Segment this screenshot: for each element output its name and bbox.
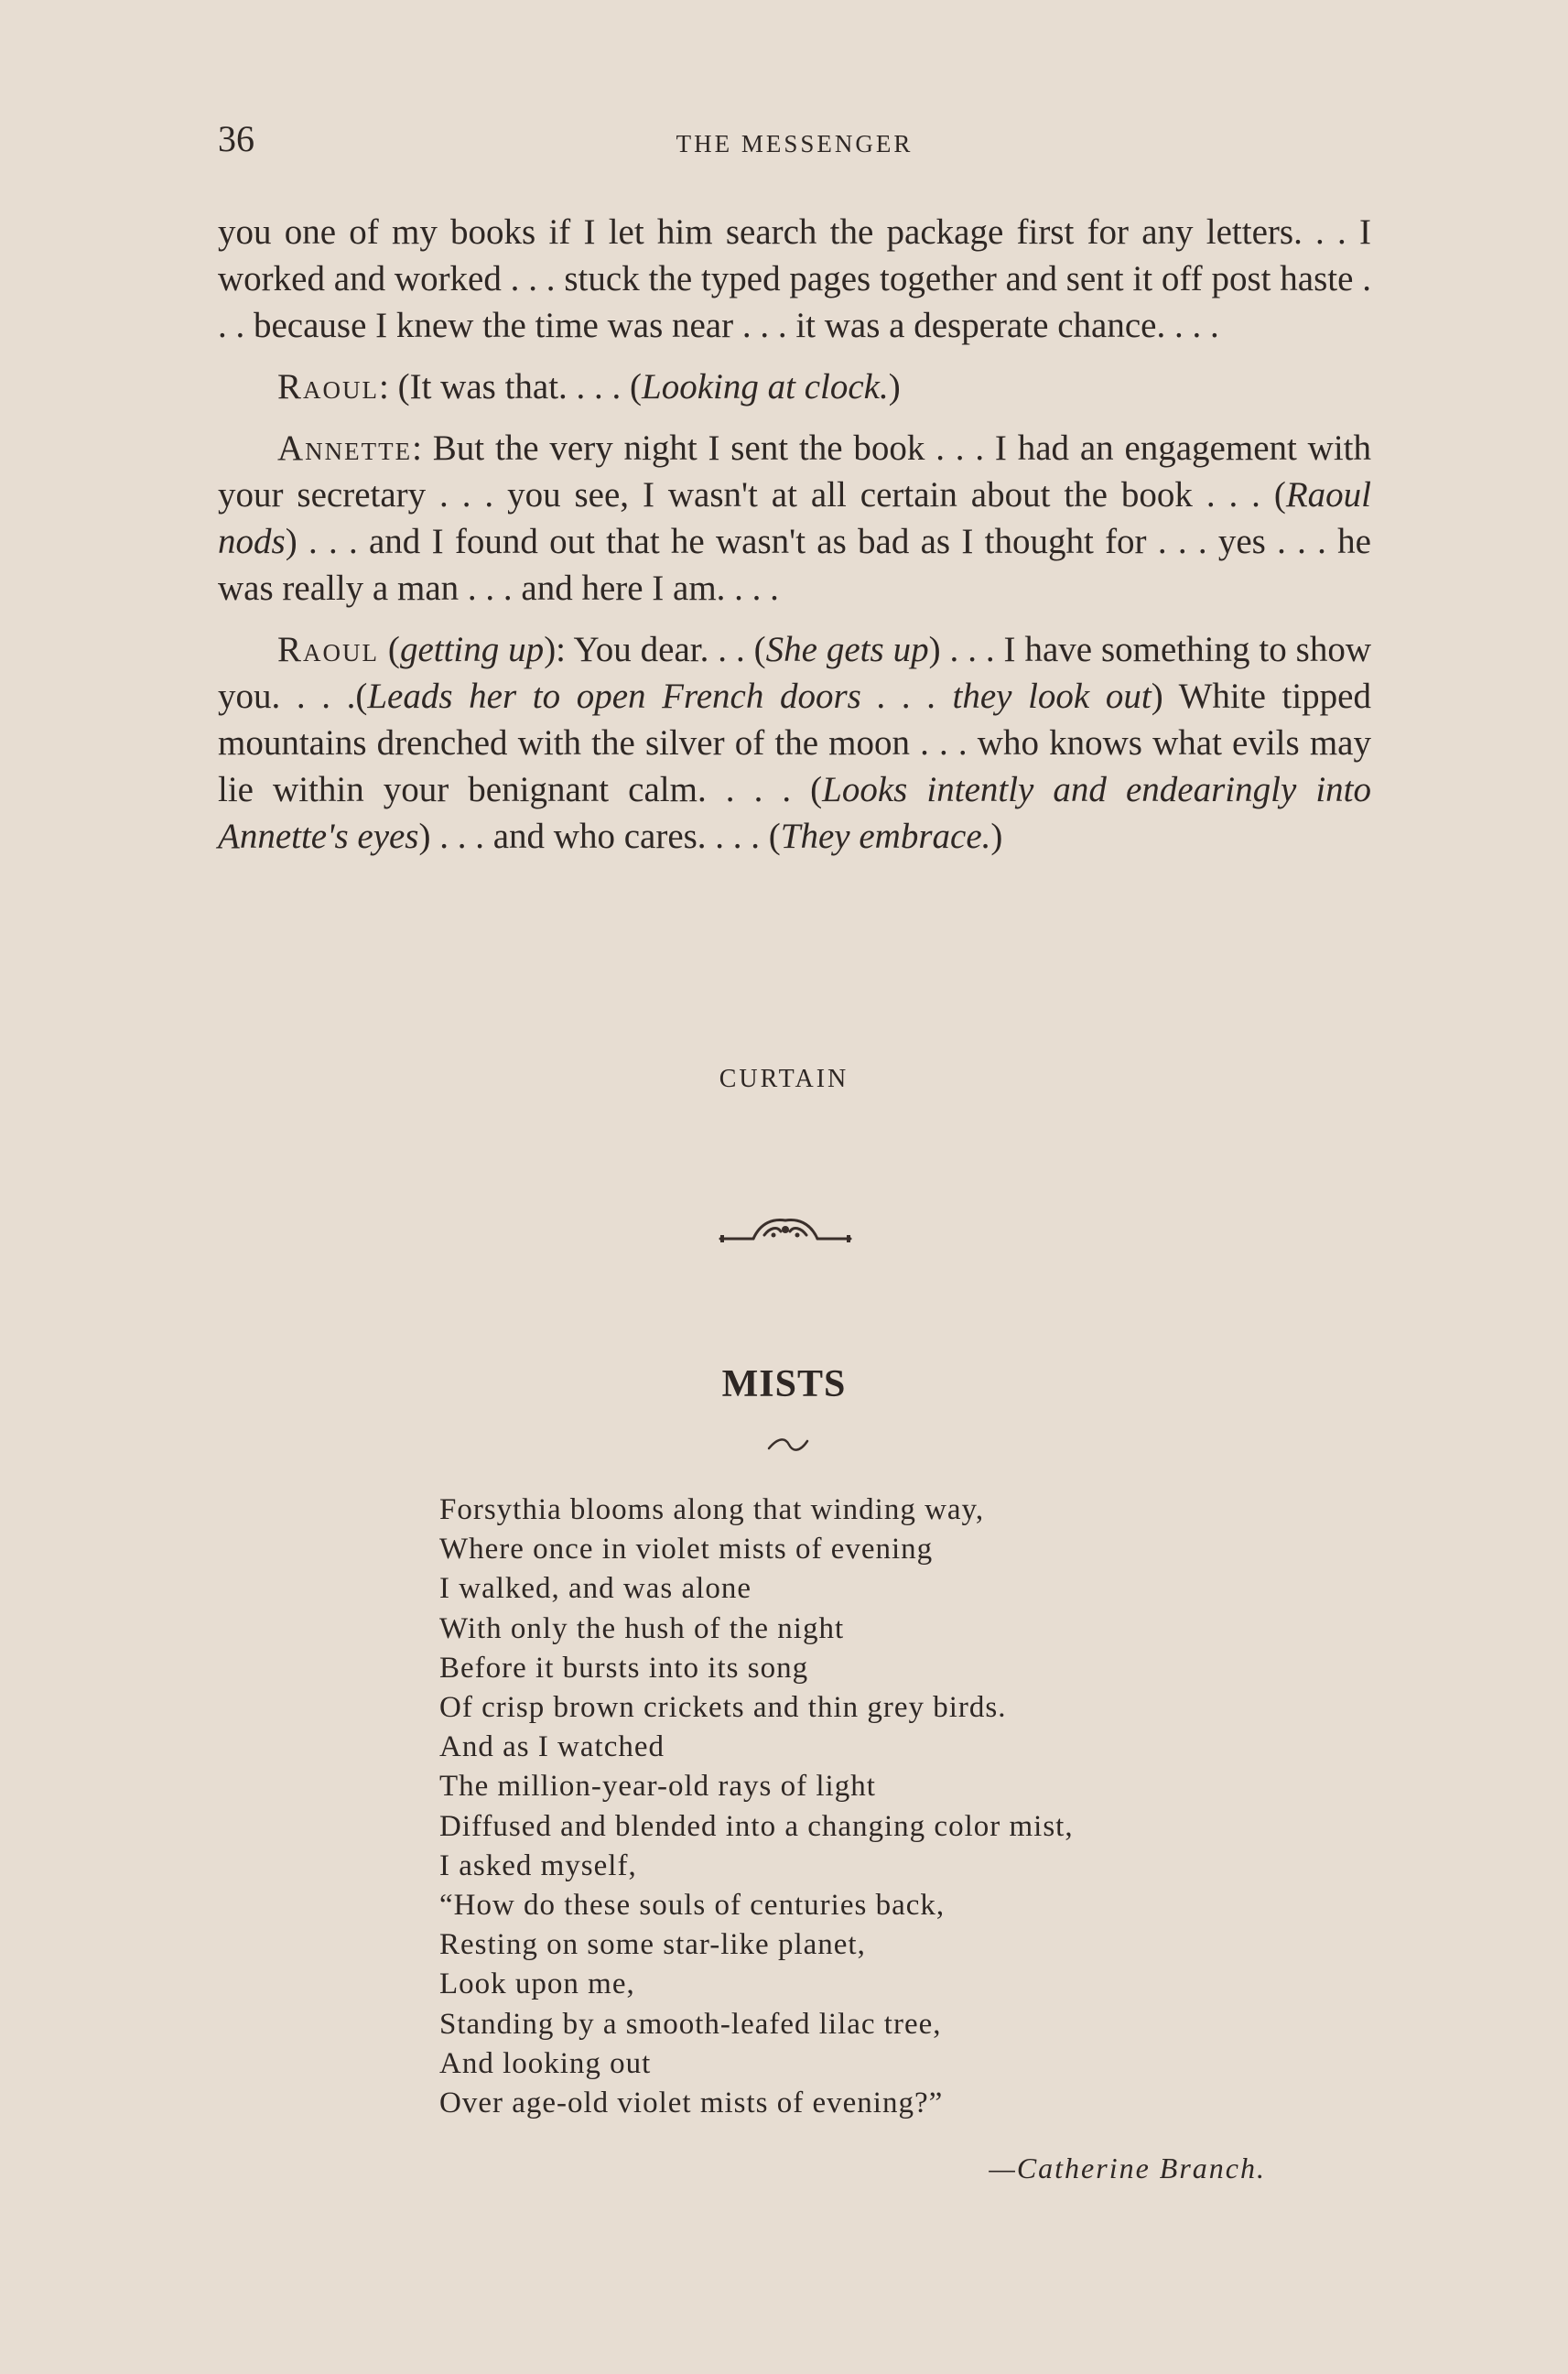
poem-line: Forsythia blooms along that winding way, xyxy=(439,1493,985,1526)
stage-direction: Looking at clock. xyxy=(642,367,889,407)
stage-direction: Raoul nods xyxy=(218,475,1371,561)
poem-body xyxy=(439,1491,1263,2123)
poem-line: Of crisp brown crickets and thin grey birds. xyxy=(439,1691,1007,1725)
paragraph: Annette: But the very night I sent the book . . . I had an engagement with your secretary . . . you see, I wasn't at all certain about the book . . . (Raoul nods) . . . and I found out that he wasn't as bad as I thought for . . . yes . . . he was really a man . . . and here I am. . . . xyxy=(218,428,1371,608)
poem-line: Before it bursts into its song xyxy=(439,1651,809,1685)
stage-direction: They embrace. xyxy=(780,817,991,856)
speaker-name: Raoul xyxy=(277,367,380,407)
play-text xyxy=(218,209,1371,874)
stage-direction: Looks intently and endearingly into Annette's eyes xyxy=(218,770,1371,856)
poem-line: Where once in violet mists of evening xyxy=(439,1533,934,1566)
page-header xyxy=(218,117,1371,163)
poem-line: Diffused and blended into a changing color mist, xyxy=(439,1809,1074,1843)
paragraph: Raoul: (It was that. . . . (Looking at clock.) xyxy=(277,367,901,407)
stage-direction: getting up xyxy=(399,630,545,669)
swash-ornament-icon xyxy=(765,1434,811,1456)
poem-line: With only the hush of the night xyxy=(439,1611,845,1645)
paragraph: you one of my books if I let him search the package first for any letters. . . I worked and worked . . . stuck the typed pages together and sent it off post haste . . . because I knew the time was near . . . it was a desperate chance. . . . xyxy=(218,212,1371,345)
speaker-name: Raoul xyxy=(277,630,380,669)
poem-line: Standing by a smooth-leafed lilac tree, xyxy=(439,2007,942,2041)
paragraph: Raoul (getting up): You dear. . . (She gets up) . . . I have something to show you. . . .(Leads her to open French doors . . . they look out) White tipped mountains drenched with the silver of the moon . . . who knows what evils may lie within your benignant calm. . . . (Looks intently and endearingly into Annette's eyes) . . . and who cares. . . . (They embrace.) xyxy=(218,630,1371,856)
running-head: THE MESSENGER xyxy=(676,130,914,157)
curtain-label: CURTAIN xyxy=(719,1065,849,1093)
speaker-name: Annette xyxy=(277,428,413,468)
poem-line: The million-year-old rays of light xyxy=(439,1770,876,1804)
poem-line: I walked, and was alone xyxy=(439,1572,752,1606)
page-number: 36 xyxy=(218,118,254,159)
stage-direction: She gets up xyxy=(765,630,929,669)
poem-line: “How do these souls of centuries back, xyxy=(439,1889,946,1923)
poem-line: Look upon me, xyxy=(439,1967,635,2001)
poem-line: Resting on some star-like planet, xyxy=(439,1928,866,1962)
stage-direction: Leads her to open French doors . . . they look out xyxy=(367,677,1152,716)
poem-title: MISTS xyxy=(721,1363,847,1405)
poem-line: And as I watched xyxy=(439,1730,665,1764)
poem-line: Over age-old violet mists of evening?” xyxy=(439,2087,944,2120)
fleuron-ornament-icon xyxy=(717,1213,854,1250)
poem-line: I asked myself, xyxy=(439,1848,637,1882)
author-signature: —Catherine Branch. xyxy=(989,2152,1266,2184)
poem-line: And looking out xyxy=(439,2046,652,2080)
